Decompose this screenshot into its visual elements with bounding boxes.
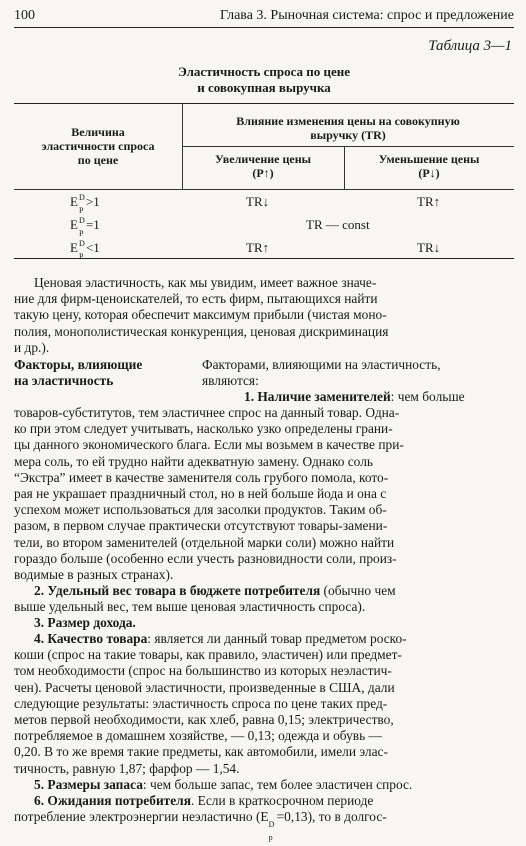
factor-1-first-line: 1. Наличие заменителей: чем больше — [244, 389, 465, 404]
header-price-increase: Увеличение цены (P↑) — [214, 152, 312, 180]
factor-6-expectations: 6. Ожидания потребителя. Если в краткосрочном периоде потребление электроэнергии неэластично (E D p =0,13), то в долгос- — [14, 793, 387, 843]
factor-5-stock: 5. Размеры запаса: чем больше запас, тем более эластичен спрос. — [34, 777, 413, 792]
table-title-line: Эластичность спроса по цене — [177, 64, 351, 79]
table-label: Таблица 3—1 — [428, 38, 512, 54]
table-top-rule — [14, 103, 514, 104]
paragraph-price-seekers: Ценовая эластичность, как мы увидим, имеет важное значе- ние для фирм-ценоискателей, то есть фирм, пытающихся найти такую цену, которая обеспечит максимум прибыли (чистая моно- полия, монополистическая конкуренция, ценовая дискриминация и др.). — [14, 275, 389, 355]
cell-tr-up: TR↑ — [417, 194, 441, 209]
cell-tr-const: TR — const — [306, 217, 370, 232]
table-title — [14, 64, 514, 96]
row-label-elastic: E D P >1 — [70, 193, 100, 215]
cell-tr-down: TR↓ — [417, 240, 441, 255]
factors-intro: Факторами, влияющими на эластичность, являются: — [202, 357, 441, 389]
running-head — [14, 6, 514, 26]
table-title-line: и совокупная выручка — [197, 80, 331, 95]
header-tr-impact: Влияние изменения цены на совокупную выручку (TR) — [236, 114, 460, 142]
page-number: 100 — [14, 8, 35, 23]
table-header-bottom-rule — [14, 189, 514, 190]
header-rule — [14, 27, 514, 28]
factor-1-substitutes: товаров-субститутов, тем эластичнее спрос на данный товар. Одна- ко при этом следует учитывать, насколько узко определены грани- цы данного экономического блага. Если мы возьмем в качестве при- мера соль, то ей трудно найти адекватную замену. Однако соль “Экстра” имеет в качестве заменителя соль грубого помола, кото- рая не украшает праздничный стол, но в ней больше йода и она с успехом может использоваться для засолки продуктов. Таким об- разом, в первом случае практически отсутствуют товары-замени- тели, во втором заменителей (отдельной марки соли) можно найти гораздо больше (особенно если учесть разновидности соли, произ- водимые в разных странах). — [14, 405, 404, 582]
cell-tr-up: TR↑ — [246, 240, 270, 255]
row-label-unit: E D P =1 — [70, 216, 100, 238]
header-elasticity: Величина эластичности спроса по цене — [41, 125, 155, 167]
chapter-title: Глава 3. Рыночная система: спрос и предложение — [220, 8, 514, 23]
factor-4-quality: 4. Качество товара: является ли данный товар предметом роско- коши (спрос на такие товары, как правило, эластичен) или предмет- том необходимости (спрос на большинство из которых неэластич- чен). Расчеты ценовой эластичности, произведенные в США, дали следующие результаты: эластичность спроса по цене таких пред- метов первой необходимости, как хлеб, равна 0,15; электричество, потребляемое в домашнем хозяйстве, — 0,13; одежда и обувь — 0,20. В то же время такие предметы, как автомобили, имели элас- тичность, равную 1,87; фарфор — 1,54. — [14, 631, 407, 776]
factor-2-budget-share: 2. Удельный вес товара в бюджете потребителя (обычно чем выше удельный вес, тем выше ценовая эластичность спроса). — [14, 583, 396, 615]
table-bottom-rule — [14, 258, 514, 259]
cell-tr-down: TR↓ — [246, 194, 270, 209]
row-label-inelastic: E D P <1 — [70, 239, 100, 261]
table-header-divider — [182, 146, 514, 147]
side-heading: Факторы, влияющие на эластичность — [14, 357, 143, 389]
factor-3-income: 3. Размер дохода. — [34, 615, 136, 630]
header-price-decrease: Уменьшение цены (P↓) — [378, 152, 480, 180]
